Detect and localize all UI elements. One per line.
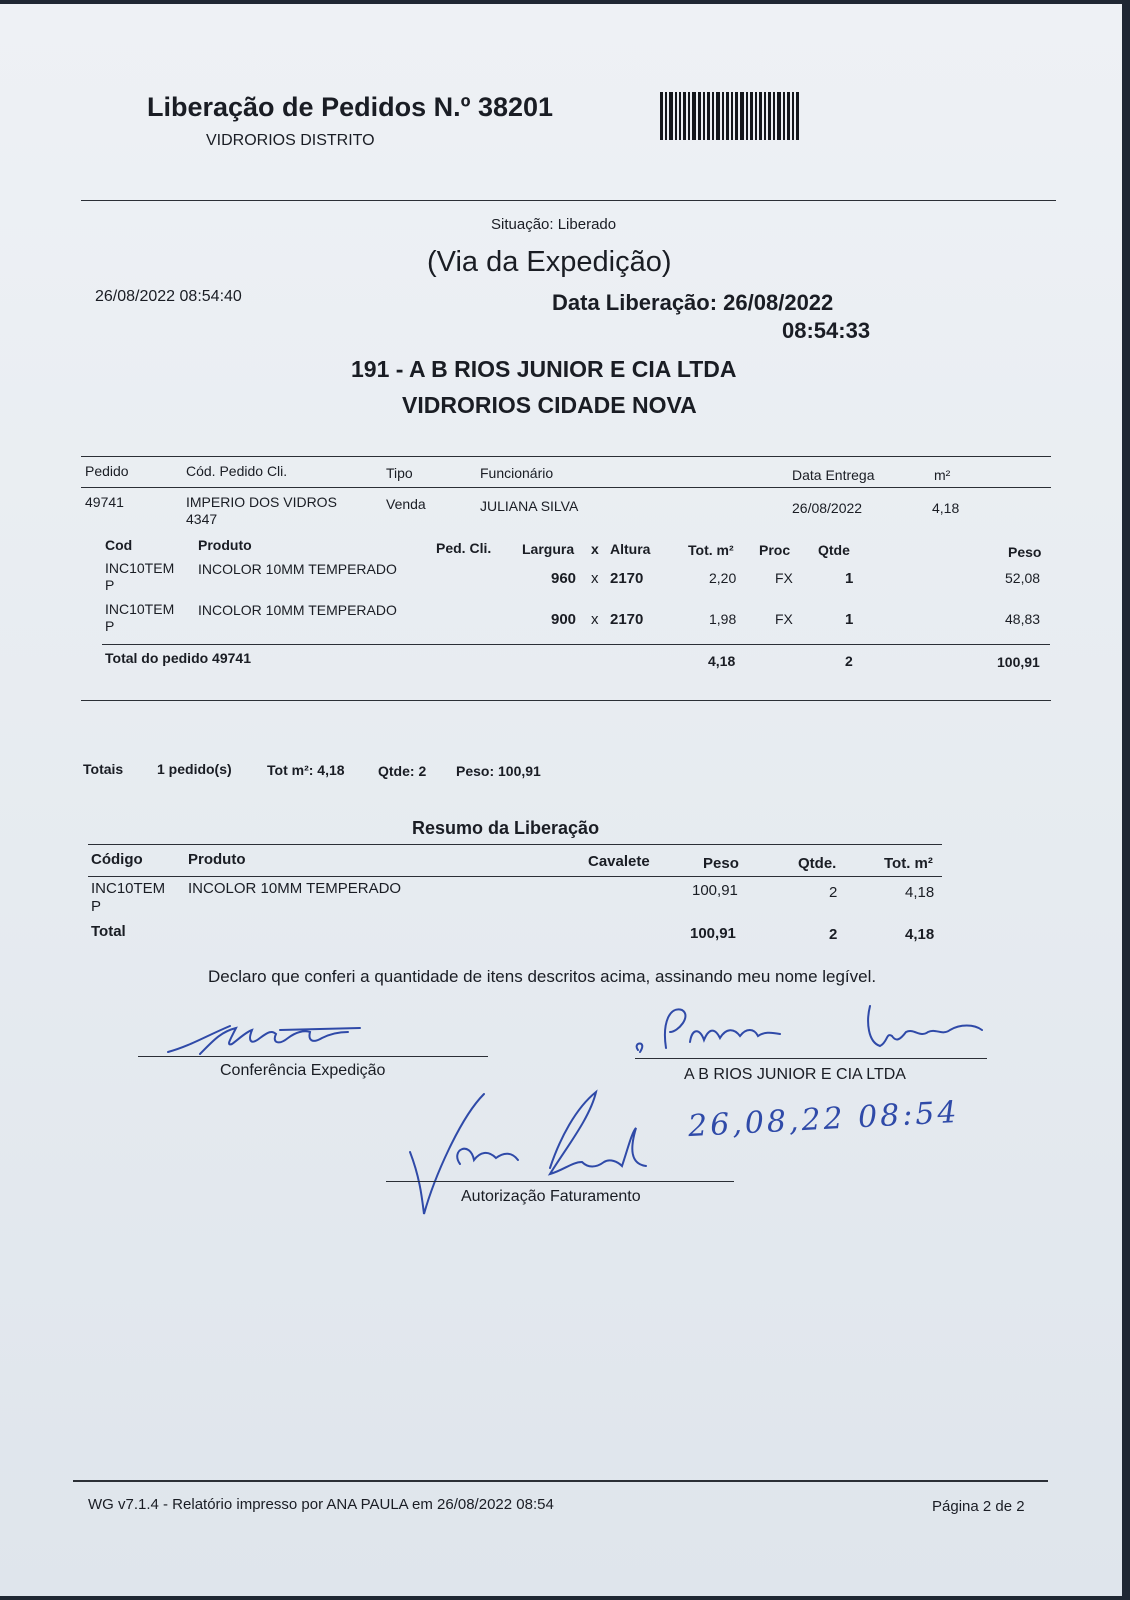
resumo-title: Resumo da Liberação [412,818,600,838]
resumo-col-peso: Peso [703,855,739,872]
items-col-peso: Peso [1008,544,1042,560]
order-cod-cli-line1: IMPERIO DOS VIDROS [186,494,337,510]
item-altura: 2170 [610,611,644,628]
status-text: Situação: Liberado [491,216,617,233]
order-bottom-rule [81,700,1051,701]
item-cod-line1: INC10TEM [105,601,175,617]
totais-pedidos: 1 pedido(s) [157,761,232,777]
item-proc: FX [775,570,793,586]
header-divider [81,200,1056,201]
footer-printed-by: WG v7.1.4 - Relatório impresso por ANA PAULA em 26/08/2022 08:54 [88,1496,554,1513]
item-produto: INCOLOR 10MM TEMPERADO [198,602,397,618]
col-pedido: Pedido [85,463,129,479]
items-col-tot-m2: Tot. m² [688,542,734,558]
item-cod-line1: INC10TEM [105,560,175,576]
barcode-icon [660,92,801,140]
release-time: 08:54:33 [782,318,871,343]
print-datetime: 26/08/2022 08:54:40 [95,288,242,305]
signature-cliente [630,1002,1000,1062]
items-col-cod: Cod [105,537,133,553]
item-peso: 52,08 [1005,570,1041,586]
release-date: Data Liberação: 26/08/2022 [552,290,834,315]
resumo-col-cavalete: Cavalete [588,853,650,870]
resumo-total-label: Total [91,923,126,940]
resumo-peso: 100,91 [692,882,738,899]
conferencia-label: Conferência Expedição [220,1062,386,1079]
order-total-qtde: 2 [845,653,853,669]
resumo-tot-m2: 4,18 [905,884,935,901]
declaration-text: Declaro que conferi a quantidade de itens descritos acima, assinando meu nome legível. [208,967,877,986]
item-qtde: 1 [845,611,854,628]
resumo-top-rule [88,844,942,845]
item-cod-line2: P [105,577,115,593]
resumo-col-tot-m2: Tot. m² [884,855,933,872]
resumo-qtde: 2 [829,884,838,901]
order-m2: 4,18 [932,500,960,516]
items-col-largura: Largura [522,541,575,557]
items-col-qtde: Qtde [818,542,850,558]
document-page [0,4,1122,1596]
totais-label: Totais [83,761,124,777]
resumo-produto: INCOLOR 10MM TEMPERADO [188,880,402,897]
totais-qtde: Qtde: 2 [378,763,427,779]
conferencia-line [138,1056,488,1057]
autorizacao-line [386,1181,734,1182]
item-peso: 48,83 [1005,611,1041,627]
cliente-label: A B RIOS JUNIOR E CIA LTDA [684,1066,906,1083]
items-col-ped-cli: Ped. Cli. [436,540,492,556]
item-altura: 2170 [610,570,644,587]
item-proc: FX [775,611,793,627]
order-data-entrega: 26/08/2022 [792,500,863,516]
col-data-entrega: Data Entrega [792,467,875,483]
order-total-label: Total do pedido 49741 [105,650,251,666]
items-col-proc: Proc [759,542,791,558]
customer-store: VIDRORIOS CIDADE NOVA [402,392,697,418]
col-m2: m² [934,467,951,483]
item-cod-line2: P [105,618,115,634]
order-funcionario: JULIANA SILVA [480,498,579,514]
via-expedicao: (Via da Expedição) [427,246,672,278]
col-funcionario: Funcionário [480,465,554,481]
resumo-codigo-line1: INC10TEM [91,880,166,897]
col-tipo: Tipo [386,465,413,481]
item-largura: 900 [551,611,577,628]
items-col-produto: Produto [198,537,252,553]
order-top-rule [81,456,1051,457]
company-name: VIDRORIOS DISTRITO [206,132,375,149]
order-header-rule [81,487,1051,488]
order-tipo: Venda [386,496,426,512]
items-col-x: x [591,541,599,557]
order-total-m2: 4,18 [708,653,736,669]
report-title: Liberação de Pedidos N.º 38201 [147,92,554,122]
item-x: x [591,611,599,628]
resumo-total-qtde: 2 [829,926,838,943]
order-total-rule [102,644,1050,645]
resumo-col-qtde: Qtde. [798,855,837,872]
totais-peso: Peso: 100,91 [456,763,541,779]
resumo-col-produto: Produto [188,851,246,868]
items-col-altura: Altura [610,541,651,557]
order-pedido: 49741 [85,494,124,510]
resumo-col-codigo: Código [91,851,143,868]
item-qtde: 1 [845,570,854,587]
footer-rule [73,1480,1048,1482]
item-produto: INCOLOR 10MM TEMPERADO [198,561,397,577]
footer-page-number: Página 2 de 2 [932,1498,1025,1515]
resumo-codigo-line2: P [91,898,102,915]
handwritten-date: 26,08,22 08:54 [687,1094,961,1145]
totais-tot-m2: Tot m²: 4,18 [267,762,345,778]
resumo-total-peso: 100,91 [690,925,736,942]
autorizacao-label: Autorização Faturamento [461,1188,641,1205]
item-tot-m2: 1,98 [709,611,737,627]
item-tot-m2: 2,20 [709,570,737,586]
customer-name: 191 - A B RIOS JUNIOR E CIA LTDA [351,356,737,382]
item-x: x [591,570,599,587]
order-total-peso: 100,91 [997,654,1040,670]
resumo-total-tot-m2: 4,18 [905,926,935,943]
col-cod-pedido-cli: Cód. Pedido Cli. [186,463,288,479]
signature-conferencia [160,1016,380,1058]
order-cod-cli-line2: 4347 [186,511,218,527]
cliente-line [635,1058,987,1059]
resumo-header-rule [88,876,942,877]
item-largura: 960 [551,570,577,587]
